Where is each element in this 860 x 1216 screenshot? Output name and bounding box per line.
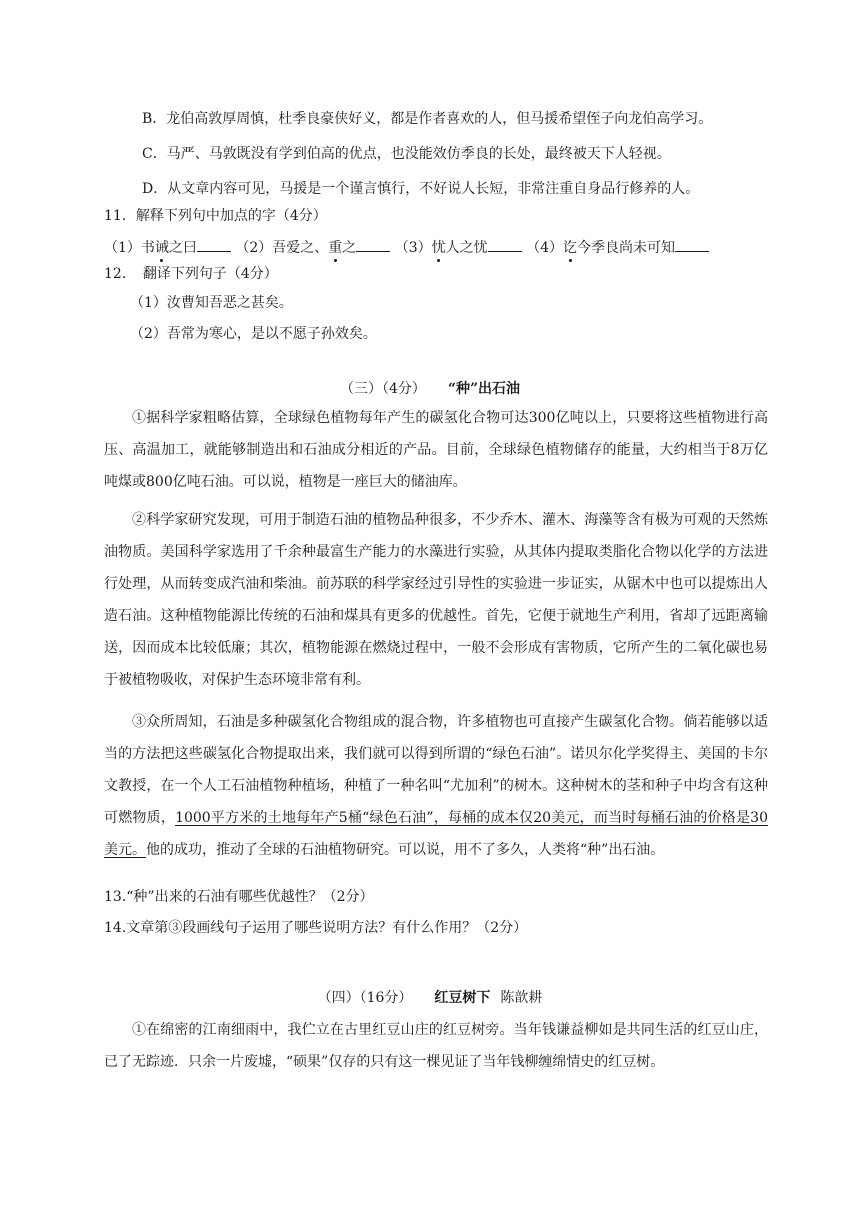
section-3-title: “种”出石油 <box>447 381 521 397</box>
q11-item-1: （1）书诫之曰 <box>104 240 231 256</box>
underlined-sentence: 1000平方米的土地每年产5桶“绿色石油”，每桶的成本仅20美元，而当时每桶石油的价格是30美元。 <box>104 810 768 858</box>
section-3-label: （三）（4分） <box>339 381 426 397</box>
question-12-sentence-2: （2）吾常为寒心，是以不愿子孙效矣。 <box>130 326 377 342</box>
answer-blank[interactable] <box>356 237 390 252</box>
answer-blank[interactable] <box>197 237 231 252</box>
dotted-char: 讫 <box>563 240 578 256</box>
option-d: D．从文章内容可见，马援是一个谨言慎行，不好说人长短，非常注重自身品行修养的人。 <box>142 181 700 197</box>
question-14: 14.文章第③段画线句子运用了哪些说明方法？有什么作用？（2分） <box>104 920 528 936</box>
dotted-char: 忧 <box>431 240 446 256</box>
section-3-paragraph-1: ①据科学家粗略估算，全球绿色植物每年产生的碳氢化合物可达300亿吨以上，只要将这些植物进行高压、高温加工，就能够制造出和石油成分相近的产品。目前，全球绿色植物储存的能量，大约相当于8万亿吨煤或800亿吨石油。可以说，植物是一座巨大的储油库。 <box>104 410 768 490</box>
section-4-title: 红豆树下 <box>434 990 491 1006</box>
question-11-items <box>104 237 709 258</box>
option-b: B．龙伯高敦厚周慎，杜季良豪侠好义，都是作者喜欢的人，但马援希望侄子向龙伯高学习。 <box>142 111 713 127</box>
question-12-sentence-1: （1）汝曹知吾恶之甚矣。 <box>130 295 293 311</box>
section-3-heading <box>0 379 860 399</box>
answer-blank[interactable] <box>675 237 709 252</box>
answer-blank[interactable] <box>488 237 522 252</box>
q11-item-3: （3）忧人之忧 <box>395 240 522 256</box>
option-c: C．马严、马敦既没有学到伯高的优点，也没能效仿季良的长处，最终被天下人轻视。 <box>142 146 671 162</box>
section-4-author: 陈歆耕 <box>500 990 543 1006</box>
dotted-char: 重 <box>328 240 343 256</box>
q11-item-2: （2）吾爱之、重之 <box>235 240 390 256</box>
section-3-paragraph-3: ③众所周知，石油是多种碳氢化合物组成的混合物，许多植物也可直接产生碳氢化合物。倘若能够以适当的方法把这些碳氢化合物提取出来，我们就可以得到所谓的“绿色石油”。诺贝尔化学奖得主、美国的卡尔文教授，在一个人工石油植物种植场，种植了一种名叫“尤加利”的树木。这种树木的茎和种子中均含有这种可燃物质，1000平方米的土地每年产5桶“绿色石油”，每桶的成本仅20美元，而当时每桶石油的价格是30美元。他的成功，推动了全球的石油植物研究。可以说，用不了多久，人类将“种”出石油。 <box>104 714 768 858</box>
section-4-heading <box>0 988 860 1008</box>
section-4-label: （四）（16分） <box>317 990 413 1006</box>
section-4-paragraph-1: ①在绵密的江南细雨中，我伫立在古里红豆山庄的红豆树旁。当年钱谦益柳如是共同生活的红豆山庄，已了无踪迹．只余一片废墟，“硕果”仅存的只有这一棵见证了当年钱柳缠绵情史的红豆树。 <box>104 1022 768 1070</box>
question-13: 13.“种”出来的石油有哪些优越性？（2分） <box>104 889 374 905</box>
dotted-char: 诫 <box>154 240 169 256</box>
section-3-paragraph-2: ②科学家研究发现，可用于制造石油的植物品种很多，不少乔木、灌木、海藻等含有极为可观的天然炼油物质。美国科学家选用了千余种最富生产能力的水藻进行实验，从其体内提取类脂化合物以化学的方法进行处理，从而转变成汽油和柴油。前苏联的科学家经过引导性的实验进一步证实，从锯木中也可以提炼出人造石油。这种植物能源比传统的石油和煤具有更多的优越性。首先，它便于就地生产利用，省却了远距离输送，因而成本比较低廉；其次，植物能源在燃烧过程中，一般不会形成有害物质，它所产生的二氧化碳也易于被植物吸收，对保护生态环境非常有利。 <box>104 512 768 688</box>
question-12-title: 12． 翻译下列句子（4分） <box>104 266 278 282</box>
question-11-title: 11．解释下列句中加点的字（4分） <box>104 208 327 224</box>
q11-item-4: （4）讫今季良尚未可知 <box>526 240 709 256</box>
